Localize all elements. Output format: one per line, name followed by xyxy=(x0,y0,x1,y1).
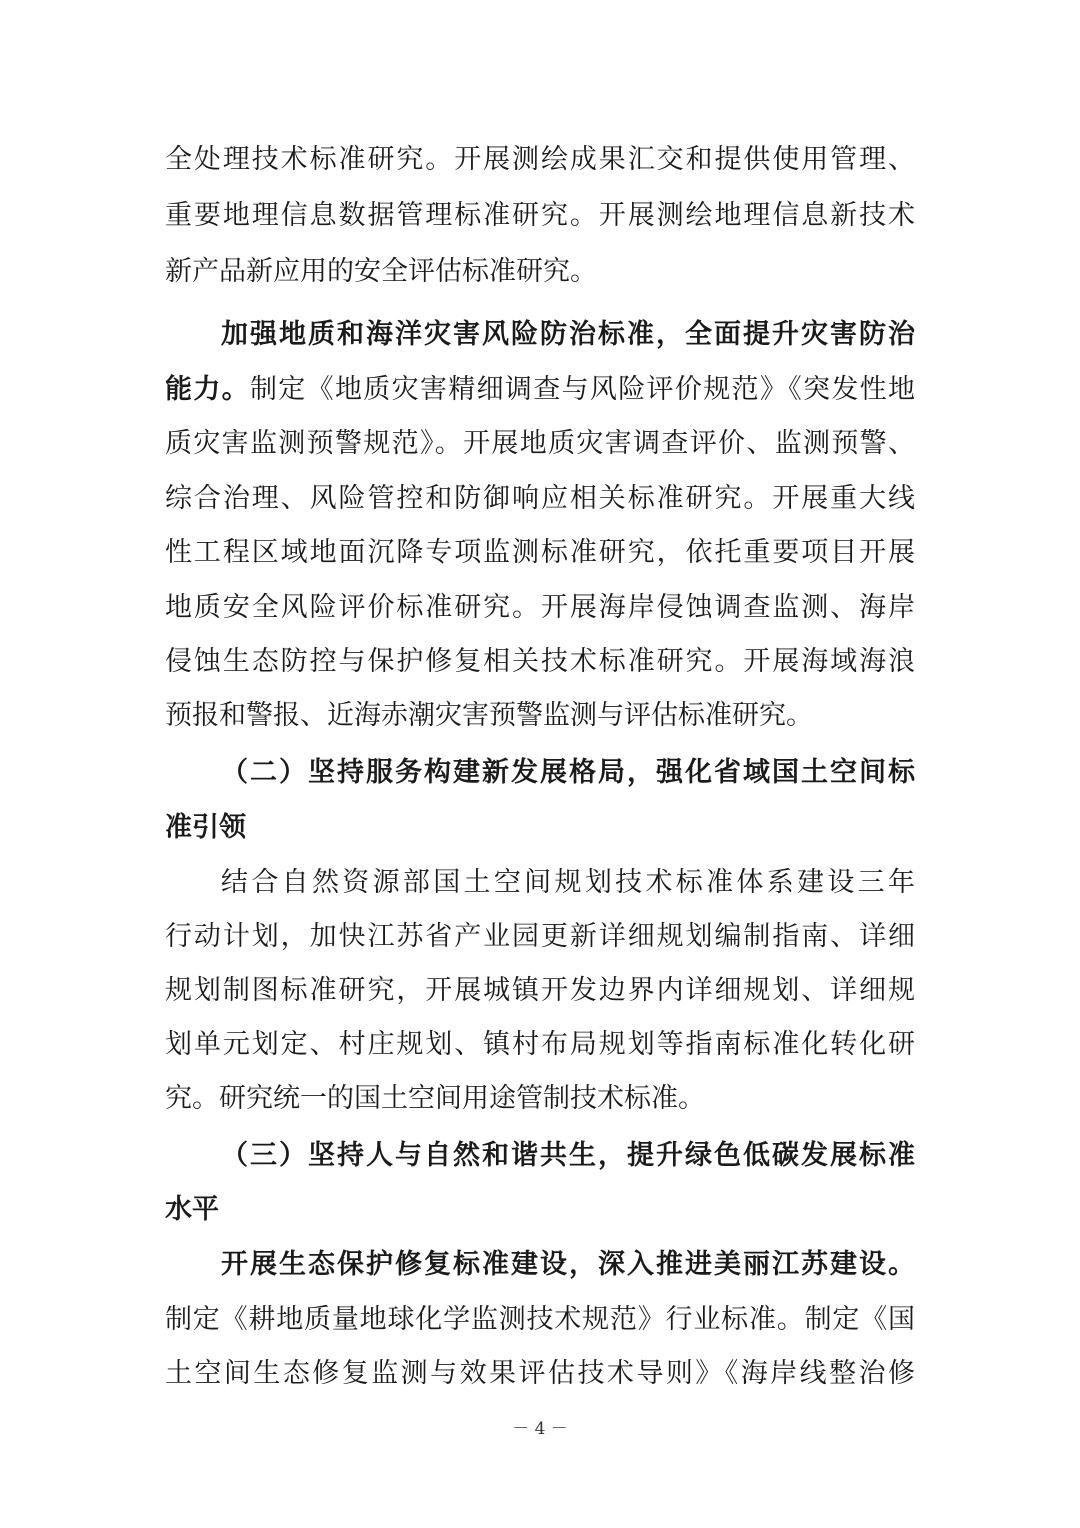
paragraph-line: 预报和警报、近海赤潮灾害预警监测与评估标准研究。 xyxy=(165,700,813,731)
section-heading-line: 水平 xyxy=(165,1194,219,1225)
paragraph-line: 综合治理、风险管控和防御响应相关标准研究。开展重大线 xyxy=(165,483,915,514)
bold-heading-line: 加强地质和海洋灾害风险防治标准，全面提升灾害防治 xyxy=(221,319,915,350)
paragraph-line: 侵蚀生态防控与保护修复相关技术标准研究。开展海域海浪 xyxy=(165,646,915,677)
bold-run: 能力。 xyxy=(165,374,250,405)
paragraph-line: 地质安全风险评价标准研究。开展海岸侵蚀调查监测、海岸 xyxy=(165,592,915,623)
paragraph-line: 结合自然资源部国土空间规划技术标准体系建设三年 xyxy=(221,867,915,898)
section-heading-line: 准引领 xyxy=(165,812,246,843)
paragraph-line: 行动计划，加快江苏省产业园更新详细规划编制指南、详细 xyxy=(165,921,915,952)
paragraph-line: 重要地理信息数据管理标准研究。开展测绘地理信息新技术 xyxy=(165,200,915,231)
paragraph-line: 究。研究统一的国土空间用途管制技术标准。 xyxy=(165,1083,705,1114)
paragraph-line: 规划制图标准研究，开展城镇开发边界内详细规划、详细规 xyxy=(165,975,915,1006)
bold-heading-line: 开展生态保护修复标准建设，深入推进美丽江苏建设。 xyxy=(221,1249,915,1280)
page-number: － 4 － xyxy=(512,1419,568,1439)
section-heading-line: （三）坚持人与自然和谐共生，提升绿色低碳发展标准 xyxy=(221,1140,915,1171)
paragraph-line: 划单元划定、村庄规划、镇村布局规划等指南标准化转化研 xyxy=(165,1029,915,1060)
paragraph-line: 土空间生态修复监测与效果评估技术导则》《海岸线整治修 xyxy=(165,1358,915,1389)
normal-run: 制定《地质灾害精细调查与风险评价规范》《突发性地 xyxy=(249,374,916,405)
paragraph-line: 性工程区域地面沉降专项监测标准研究，依托重要项目开展 xyxy=(165,537,915,568)
paragraph-line: 质灾害监测预警规范》。开展地质灾害调查评价、监测预警、 xyxy=(165,428,915,459)
paragraph-line: 全处理技术标准研究。开展测绘成果汇交和提供使用管理、 xyxy=(165,144,915,175)
paragraph-line: 新产品新应用的安全评估标准研究。 xyxy=(165,256,597,287)
section-heading-line: （二）坚持服务构建新发展格局，强化省域国土空间标 xyxy=(221,757,915,788)
paragraph-line: 制定《耕地质量地球化学监测技术规范》行业标准。制定《国 xyxy=(165,1304,915,1335)
paragraph-line xyxy=(165,370,915,410)
